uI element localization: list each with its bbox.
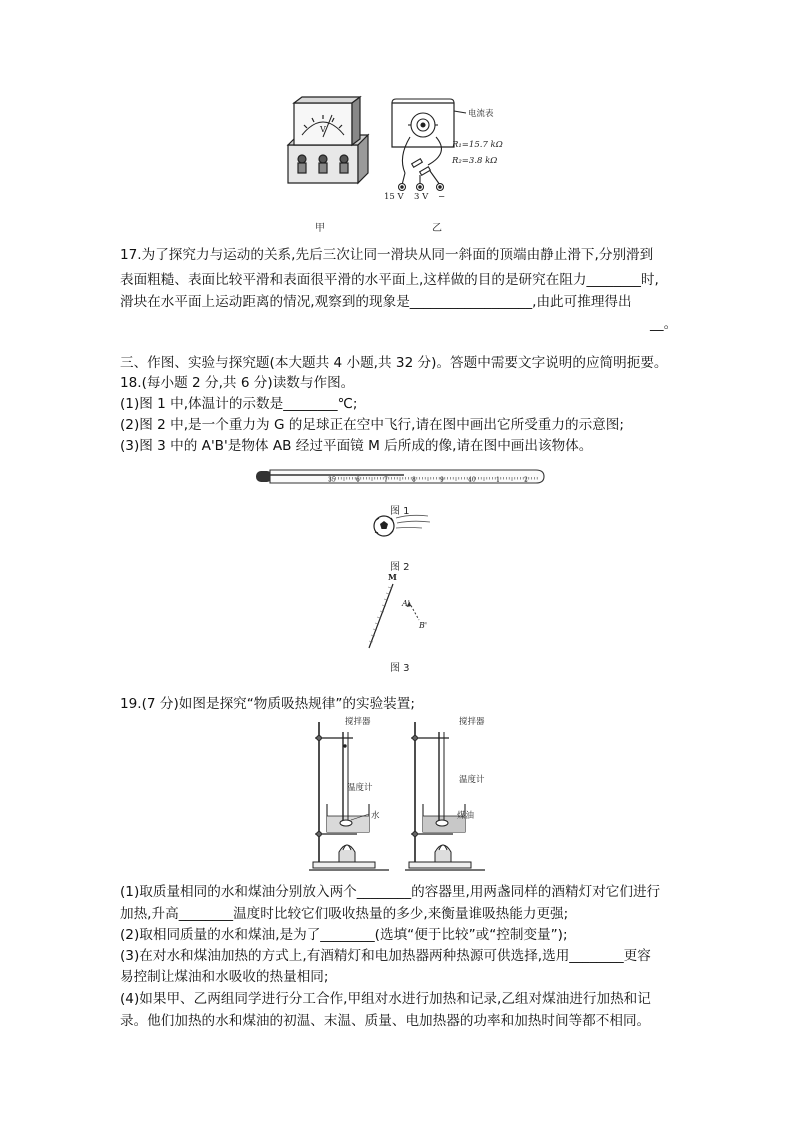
ammeter-label: 电流表 — [468, 109, 494, 119]
fig3-caption: 图 3 — [390, 663, 410, 674]
caption-jia: 甲 — [315, 223, 325, 234]
thermometer-illustration — [254, 466, 548, 488]
q18-item3: (3)图 3 中的 A'B'是物体 AB 经过平面镜 M 后所成的像,请在图中画出该物体。 — [120, 438, 593, 454]
mirror-label: M — [388, 572, 397, 582]
thermometer-tick-label: 1 — [496, 476, 500, 484]
q19-item3-line2: 易控制让煤油和水吸收的热量相同; — [120, 969, 329, 985]
q19-item1-line2: 加热,升高________温度时比较它们吸收热量的多少,来衡量谁吸热能力更强; — [120, 906, 569, 922]
thermometer-tick-label: 6 — [356, 476, 360, 484]
label-water: 水 — [371, 811, 380, 821]
apparatus-oil — [405, 722, 485, 870]
thermometer-tick-label: 7 — [384, 476, 388, 484]
section3-heading: 三、作图、实验与探究题(本大题共 4 小题,共 32 分)。答题中需要文字说明的应简明扼要。 — [120, 355, 668, 371]
thermometer-tick-label: 8 — [412, 476, 416, 484]
label-stirrer-right: 搅拌器 — [459, 717, 485, 727]
label-thermometer-right: 温度计 — [459, 775, 485, 785]
voltmeter-letter: V — [320, 125, 326, 134]
caption-yi: 乙 — [432, 223, 442, 234]
q18-title: 18.(每小题 2 分,共 6 分)读数与作图。 — [120, 375, 355, 391]
q19-item3-line1: (3)在对水和煤油加热的方式上,有酒精灯和电加热器两种热源可供选择,选用________更容 — [120, 948, 651, 964]
football-illustration — [370, 508, 440, 544]
b-prime-label: B' — [419, 621, 428, 630]
q19-item4-line1: (4)如果甲、乙两组同学进行分工合作,甲组对水进行加热和记录,乙组对煤油进行加热和记 — [120, 991, 651, 1007]
figure3-mirror — [355, 572, 445, 656]
figure-heating-apparatus — [305, 712, 495, 874]
terminal-minus-label: − — [438, 192, 446, 202]
q19-item1-line1: (1)取质量相同的水和煤油分别放入两个________的容器里,用两盏同样的酒精灯对它们进行 — [120, 884, 661, 900]
resistor-r2-label: R₂=3.8 kΩ — [452, 156, 498, 166]
fig1-caption: 图 1 — [390, 506, 410, 517]
figure1-thermometer — [254, 466, 548, 488]
figure2-football — [370, 508, 440, 544]
label-kerosene: 煤油 — [457, 811, 475, 821]
q19-title: 19.(7 分)如图是探究“物质吸热规律”的实验装置; — [120, 696, 415, 712]
thermometer-tube — [270, 470, 544, 483]
motion-line-icon — [396, 515, 428, 518]
mirror-illustration — [355, 572, 445, 656]
a-prime-label: A' — [402, 599, 410, 608]
q19-item2: (2)取相同质量的水和煤油,是为了________(选填“便于比较”或“控制变量”); — [120, 927, 568, 943]
q19-item4-line2: 录。他们加热的水和煤油的初温、末温、质量、电加热器的功率和加热时间等都不相同。 — [120, 1013, 651, 1029]
terminal-15v-label: 15 V — [384, 192, 404, 202]
q17-line2: 表面粗糙、表面比较平滑和表面很平滑的水平面上,这样做的目的是研究在阻力________时, — [120, 272, 659, 288]
thermometer-tick-label: 9 — [440, 476, 444, 484]
q17-line3: 滑块在水平面上运动距离的情况,观察到的现象是__________________,由此可推理得出 — [120, 294, 632, 310]
terminal-3v-label: 3 V — [414, 192, 429, 202]
q17-line1: 17.为了探究力与运动的关系,先后三次让同一滑块从同一斜面的顶端由静止滑下,分别滑到 — [120, 247, 654, 263]
voltmeter-illustration — [280, 95, 520, 210]
q18-item2: (2)图 2 中,是一个重力为 G 的足球正在空中飞行,请在图中画出它所受重力的示意图; — [120, 417, 624, 433]
label-stirrer-left: 搅拌器 — [345, 717, 371, 727]
heating-apparatus-illustration — [305, 712, 495, 874]
thermometer-tick-label: 2 — [524, 476, 528, 484]
resistor-r1-label: R₁=15.7 kΩ — [452, 140, 503, 150]
label-thermometer-left: 温度计 — [347, 783, 373, 793]
voltmeter-box — [288, 97, 368, 183]
fig2-caption: 图 2 — [390, 562, 410, 573]
figure-voltmeter — [280, 95, 520, 210]
thermometer-tick-label: 35 — [328, 476, 336, 484]
apparatus-water — [309, 722, 389, 870]
thermometer-tick-label: 40 — [468, 476, 476, 484]
q17-line4: __。 — [650, 316, 678, 332]
q18-item1: (1)图 1 中,体温计的示数是________℃; — [120, 396, 358, 412]
